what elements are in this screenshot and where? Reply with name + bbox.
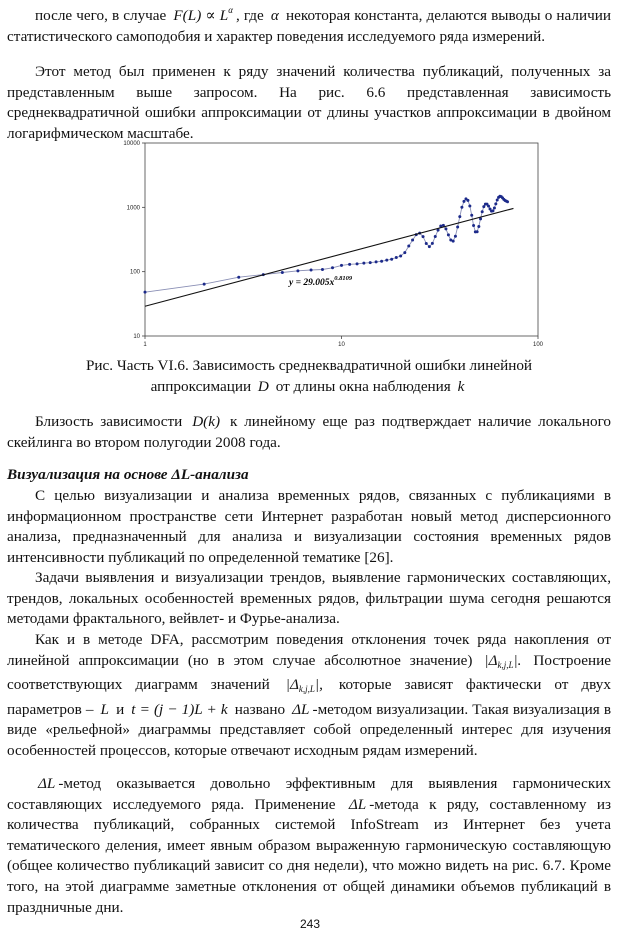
data-point xyxy=(487,205,490,208)
text: Построение соответствующих диаграмм значений xyxy=(7,651,612,694)
data-point xyxy=(310,269,313,272)
y-tick-label: 1000 xyxy=(126,205,140,212)
delta-symbol: |Δ xyxy=(285,676,299,694)
fit-annotation-base: y = 29.005x xyxy=(289,278,335,288)
caption-symbol-D: D xyxy=(257,377,269,395)
plot-frame xyxy=(145,143,538,336)
text: которые зависят фактически от двух параметров – xyxy=(7,676,611,718)
text: -метод оказывается довольно эффективным для выявления гармонических составляющих исследуемого ряда. Применение xyxy=(7,775,611,813)
x-tick-label: 10 xyxy=(338,342,345,348)
paragraph-visualization: С целью визуализации и анализа временных рядов, связанных с публикациями в информационном пространстве сети Интернет разработан новый метод дисперсионного анализа, предназначенный для анализа и визуализации состояния временных рядов интенсивности публикаций по определенной тематике [26]. xyxy=(7,487,611,566)
data-point xyxy=(399,255,402,258)
data-point xyxy=(454,235,457,238)
section-heading: Визуализация на основе ΔL-анализа xyxy=(7,466,249,483)
data-point xyxy=(466,199,469,202)
data-point xyxy=(237,276,240,279)
text: некоторая константа, делаются выводы о наличии статистического самоподобия и характер поведения исследуемого ряда измерений. xyxy=(7,7,612,45)
data-point xyxy=(468,205,471,208)
data-point xyxy=(431,242,434,245)
alpha-symbol: α xyxy=(270,7,279,24)
symbol-dL: ΔL xyxy=(292,700,310,718)
text: после чего, в случае xyxy=(35,7,167,24)
data-point xyxy=(369,261,372,264)
data-point xyxy=(428,245,431,248)
symbol-Dk: D(k) xyxy=(192,413,221,430)
paragraph-intro xyxy=(7,0,611,47)
data-point xyxy=(493,207,496,210)
data-point xyxy=(422,235,425,238)
data-point xyxy=(390,258,393,261)
y-tick-label: 10 xyxy=(133,334,140,340)
y-tick-label: 10000 xyxy=(123,141,140,147)
formula-t: t = (j − 1)L + k xyxy=(131,700,228,718)
data-point xyxy=(203,283,206,286)
data-point xyxy=(144,291,147,294)
symbol-dL: ΔL xyxy=(348,795,367,813)
data-point xyxy=(331,266,334,269)
text: Близость зависимости xyxy=(35,413,183,430)
fit-annotation xyxy=(288,275,353,288)
symbol-dL: ΔL xyxy=(38,775,56,792)
paragraph-tasks: Задачи выявления и визуализации трендов, выявление гармонических составляющих, трендов, локальных особенностей временных рядов, фильтрации шума сегодня решаются методами фрактального, вейвлет- и Фурье-анализа. xyxy=(7,569,611,628)
data-point xyxy=(476,230,479,233)
data-point xyxy=(362,262,365,265)
text: названо xyxy=(234,700,286,718)
data-point xyxy=(321,268,324,271)
chart-fit xyxy=(145,208,513,306)
formula-F xyxy=(170,7,236,24)
data-point xyxy=(470,214,473,217)
text: -метода к ряду, составленному из количества публикаций, собранных системой InfoStream из Интернет без учета тематического деления, имеет явным образом выраженную гармоническую составляющую (общее количество публикаций зависит со дня недели), что можно видеть на рис. 6.7. Кроме того, на этой диаграмме заметные отклонения от общей динамики объемов публикаций в праздничные дни. xyxy=(7,795,611,916)
data-point xyxy=(425,242,428,245)
x-tick-label: 100 xyxy=(532,342,544,348)
delta-subscript: k,j,L xyxy=(497,659,514,670)
chart-ticks xyxy=(123,141,543,348)
delta-subscript: k,j,L xyxy=(298,684,315,695)
data-point xyxy=(481,210,484,213)
delta-abs xyxy=(283,676,326,693)
data-point xyxy=(496,199,499,202)
caption-line-1: Рис. Часть VI.6. Зависимость среднеквадратичной ошибки линейной xyxy=(85,357,533,374)
data-point xyxy=(281,271,284,274)
data-point xyxy=(380,260,383,263)
data-point xyxy=(395,256,398,259)
paragraph-dl-method xyxy=(7,774,611,918)
caption-symbol-k: k xyxy=(457,377,465,395)
paragraph-closeness xyxy=(7,412,611,453)
text: Как и в методе DFA, рассмотрим поведения отклонения точек ряда накопления от линейной аппроксимации (но в этом случае абсолютное значение) xyxy=(7,631,611,669)
figure-caption xyxy=(7,356,611,397)
formula-exponent: α xyxy=(228,5,233,15)
y-tick-label: 100 xyxy=(129,269,140,276)
data-point xyxy=(447,233,450,236)
text: , где xyxy=(235,7,264,24)
data-point xyxy=(411,239,414,242)
symbol-L: L xyxy=(100,700,109,718)
data-point xyxy=(460,206,463,209)
data-point xyxy=(340,264,343,267)
data-point xyxy=(407,244,410,247)
page-number: 243 xyxy=(299,917,321,931)
data-point xyxy=(356,262,359,265)
data-point xyxy=(462,200,465,203)
caption-text: аппроксимации xyxy=(150,377,252,395)
delta-end: |. xyxy=(513,651,522,669)
paragraph-dfa xyxy=(7,630,611,762)
data-point xyxy=(385,259,388,262)
data-point xyxy=(403,251,406,254)
proportional-sign: ∝ xyxy=(205,7,216,24)
data-point xyxy=(375,260,378,263)
text: -методом визуализации. Такая визуализация в виде «рельефной» диаграммы представляет собой определенный интерес для изучения особенностей процессов, которые отвечают исходным рядам измерений. xyxy=(7,700,612,759)
caption-text: от длины окна наблюдения xyxy=(275,377,451,395)
data-point xyxy=(477,225,480,228)
text: к линейному еще раз подтверждает наличие локального скейлинга во втором полугодии 2008 года. xyxy=(7,413,612,451)
data-point xyxy=(434,235,437,238)
fit-line xyxy=(145,208,513,306)
formula-base: L xyxy=(219,7,229,24)
delta-end: |, xyxy=(314,676,323,694)
data-point xyxy=(482,205,485,208)
fit-annotation-exponent: 0.8109 xyxy=(334,275,353,282)
delta-abs xyxy=(481,652,524,669)
data-point xyxy=(348,263,351,266)
data-point xyxy=(456,226,459,229)
dfa-chart xyxy=(90,136,550,351)
formula-lhs: F(L) xyxy=(173,7,202,24)
data-point xyxy=(444,227,447,230)
data-point xyxy=(458,215,461,218)
data-point xyxy=(506,200,509,203)
text: и xyxy=(116,700,125,718)
chart-axes xyxy=(145,143,538,336)
data-point xyxy=(491,209,494,212)
data-point xyxy=(296,269,299,272)
data-point xyxy=(494,202,497,205)
delta-symbol: |Δ xyxy=(484,651,498,669)
x-tick-label: 1 xyxy=(143,342,147,348)
paragraph-method: Этот метод был применен к ряду значений количества публикаций, полученных за представленным выше запросом. На рис. 6.6 представленная зависимость среднеквадратичной ошибки аппроксимации от длины участков аппроксимации в двойном логарифмическом масштабе. xyxy=(7,63,611,142)
data-point xyxy=(472,224,475,227)
data-point xyxy=(452,240,455,243)
